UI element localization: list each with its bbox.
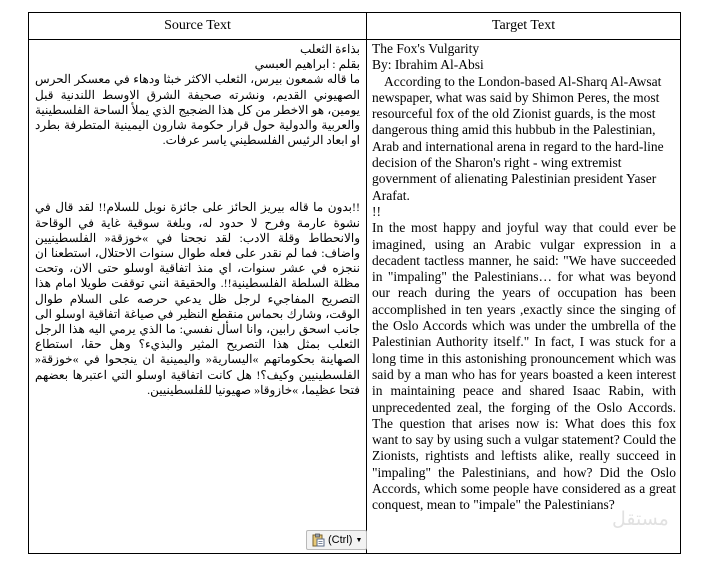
watermark-logo: مستقل: [612, 508, 669, 530]
target-paragraph-1: According to the London-based Al-Sharq Al-Awsat newspaper, what was said by Shimon Peres, the most resourceful fox of the old Zionist guards, is the most dangerous thing amid this hubbub in the Palestinian, Arab and international arena in regard to the hard-line decision of the Sharon's right - wing extremist government of alienating Palestinian president Yaser Arafat.: [372, 73, 664, 203]
source-paragraph-2: !!بدون ما قاله بيريز الحائز على جائزة نوبل للسلام!! لقد قال في نشوة عارمة وفرح لا حدود له، وبلغة سوقية غاية في الوقاحة والانحطاط وقلة الادب: لقد نجحنا في »خوزقة« الفلسطينيين واضاف: فما لم نقدر على فعله طوال سنوات الاحتلال، استطعنا ان ننجزه في عشر سنوات، اي منذ اتفاقية اوسلو حتى الان، وتحت مظلة السلطة الفلسطينية!!. والحقيقة انني توقفت طويلا امام هذا التصريح المفاجيء لرجل ظل يدعي حرصه على السلام طوال الوقت، وشارك بحماس منقطع النظير في صياغة اتفاقية اوسلو الى جانب اسحق رابين، وانا اسأل نفسي: ما الذي يرمي اليه هذا الرجل الثعلب بمثل هذا التصريح المثير والبذيء؟ وهل حقا، استطاع الصهاينة بحكوماتهم »اليسارية« واليمينية ان ينجحوا في »خوزقة« الفلسطينيين وكيف؟! هل كانت اتفاقية اوسلو التي اعتبرها بعضهم فتحا عظيما، »خازوقا« صهيونيا للفلسطينيين.: [35, 200, 360, 397]
target-byline: By: Ibrahim Al-Absi: [372, 57, 484, 73]
chevron-down-icon: ▼: [355, 536, 363, 544]
source-byline: بقلم : ابراهيم العبسي: [254, 57, 360, 72]
paste-options-label: (Ctrl): [328, 534, 353, 546]
paste-options-button[interactable]: [306, 530, 367, 550]
source-title: بذاءة الثعلب: [299, 42, 360, 56]
target-text: [367, 40, 680, 514]
translation-table: [28, 12, 681, 554]
source-text: [29, 40, 366, 398]
target-marks: !!: [372, 203, 381, 219]
target-paragraph-2: In the most happy and joyful way that could ever be imagined, using an Arabic vulgar expression in a decadent tactless manner, he said: "We have succeeded in "impaling" the Palestinians… for what was beyond our reach during the years of occupation has been accomplished in ten years ,exactly since the singing of the Oslo Accords which was under the umbrella of the Palestinian Authority itself." In fact, I was stuck for a long time in this astonishing pronouncement which was said by a man who has for years boasted a keen interest in maintaining peace and shared Isaac Rabin, with unprecedented zeal, the forging of the Oslo Accords. The question that arises now is: What does this fox want to say by using such a vulgar statement? Could the Zionists, rightists and leftists alike, really succeed in "impaling" the Palestinians, and how? Did the Oslo Accords, which some people have considered as a great conquest, mean to "impale" the Palestinians?: [372, 220, 676, 513]
target-title: The Fox's Vulgarity: [372, 41, 480, 56]
clipboard-icon: [311, 533, 325, 547]
spacer: [35, 148, 360, 200]
header-row: [29, 13, 681, 40]
source-paragraph-1: ما قاله شمعون بيرس، الثعلب الاكثر خبثا ودهاء في معسكر الحرس الصهيوني القديم، ونشرته صحيفة الشرق الاوسط اللندنية قبل يومين، هو الاخطر من كل هذا الضجيج الذي يملأ الساحة الفلسطينية والعربية والدولية حول قرار حكومة شارون اليمينية المتطرفة بطرد او ابعاد الرئيس الفلسطيني ياسر عرفات.: [35, 72, 360, 148]
target-header: Target Text: [367, 13, 681, 40]
source-header: Source Text: [29, 13, 367, 40]
content-row: [29, 40, 681, 554]
target-cell[interactable]: [367, 40, 681, 554]
source-cell[interactable]: [29, 40, 367, 554]
